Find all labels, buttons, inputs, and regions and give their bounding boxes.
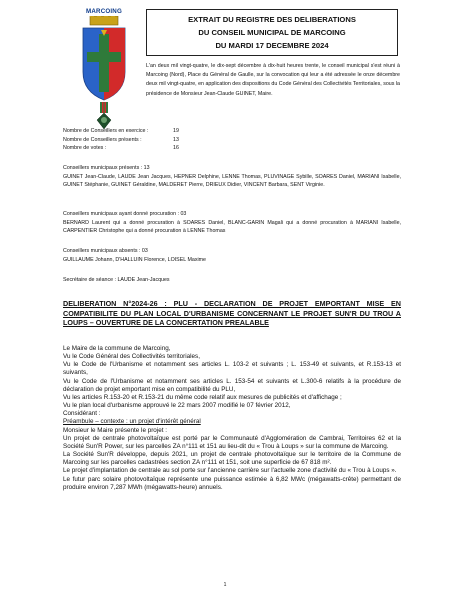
body-paragraph: Vu le Code de l'Urbanisme et notamment ses articles L. 103-2 et suivants ; L. 153-49 et suivants, et R.153-13 et suivants, xyxy=(63,361,401,377)
preamble-heading: Préambule – contexte : un projet d'intérêt général xyxy=(63,418,201,426)
absent-names: GUILLAUME Johann, D'HALLUIN Florence, LOISEL Maxime xyxy=(63,256,207,263)
count-row xyxy=(63,127,401,136)
body-paragraph: Vu le Code de l'Urbanisme et notamment ses articles L. 153-54 et suivants et L.300-6 relatifs à la procédure de déclaration de projet emportant mise en compatibilité du PLU, xyxy=(63,377,401,393)
proxy-names: BERNARD Laurent qui a donné procuration à SOARES Daniel, BLANC-GARIN Magali qui a donné procuration à MARIANI Isabelle, CARPENTIER Christophe qui a donné procuration à LENNE Thomas xyxy=(63,219,401,235)
header-line-2: DU CONSEIL MUNICIPAL DE MARCOING xyxy=(198,28,346,37)
register-header-box xyxy=(146,9,398,56)
present-members xyxy=(63,164,401,190)
crest-title: MARCOING xyxy=(86,8,122,15)
intro-paragraph: L'an deux mil vingt-quatre, le dix-sept décembre à dix-huit heures trente, le conseil municipal s'est réuni à Marcoing (Nord), Place du Général de Gaulle, sur la convocation qui leur a été adressée le onze décembre deux mil vingt-quatre, en application des dispositions du Code Général des Collectivités Territoriales, sous la présidence de Monsieur Jean-Claude GUINET, Maire. xyxy=(146,63,400,97)
count-row xyxy=(63,136,401,145)
body-paragraph: La Société Sun'R développe, depuis 2021, un projet de centrale photovoltaïque sur le territoire de la Commune de Marcoing sur les parcelles cadastrées section ZA n°111 et 151, soit une superficie de 67 818 m². xyxy=(63,451,401,467)
count-value: 19 xyxy=(173,128,179,134)
count-label: Nombre de Conseillers présents : xyxy=(63,136,142,143)
count-label: Nombre de Conseillers en exercice : xyxy=(63,128,149,134)
body-paragraph: Considérant : xyxy=(63,410,101,418)
proxy-members xyxy=(63,210,401,236)
town-crest xyxy=(79,8,129,132)
count-row xyxy=(63,144,401,153)
count-value: 13 xyxy=(173,136,179,143)
body-paragraph: Un projet de centrale photovoltaïque est porté par le Communauté d'Agglomération de Cambrai, Territoires 62 et la Société Sun'R Power, sur les parcelles ZA n°111 et 151 au lieu-dit du « Trou à Loups » sur la commune de Marcoing. xyxy=(63,434,401,450)
body-paragraph: Le Maire de la commune de Marcoing, xyxy=(63,345,171,352)
body-paragraph: Monsieur le Maire présente le projet : xyxy=(63,426,167,434)
present-title: Conseillers municipaux présents : 13 xyxy=(63,165,150,171)
coat-of-arms-icon xyxy=(79,16,129,132)
absent-members xyxy=(63,247,401,264)
body-paragraph: Vu le Code Général des Collectivités territoriales, xyxy=(63,353,200,361)
present-names: GUINET Jean-Claude, LAUDE Jean Jacques, HEPNER Delphine, LENNE Thomas, PLUVINAGE Sybille, SOARES Daniel, MARIANI Isabelle, GUINET Stéphanie, GUINET Géraldine, MALDERET Pierre, DRIEUX Didier, VINCENT Barbara, SENT Virginie. xyxy=(63,173,401,189)
body-paragraph: Vu les articles R.153-20 et R.153-21 du même code relatif aux mesures de publicités et d'affichage ; xyxy=(63,393,342,401)
count-value: 16 xyxy=(173,145,179,152)
proxy-title: Conseillers municipaux ayant donné procuration : 03 xyxy=(63,211,187,217)
deliberation-body xyxy=(63,345,401,492)
body-paragraph: Vu le plan local d'urbanisme approuvé le 22 mars 2007 modifié le 07 février 2012, xyxy=(63,402,291,410)
count-label: Nombre de votes : xyxy=(63,145,107,152)
header-line-1: EXTRAIT DU REGISTRE DES DELIBERATIONS xyxy=(188,15,356,24)
session-secretary: Secrétaire de séance : LAUDE Jean-Jacques xyxy=(63,277,170,283)
body-paragraph: Le futur parc solaire photovoltaïque représente une puissance estimée à 6,82 MWc (mégawatts-crête) permettant de produire environ 7,287 MWh (mégawatts-heure) annuels. xyxy=(63,475,401,491)
page-number: 1 xyxy=(223,582,227,588)
council-counts xyxy=(63,127,401,153)
body-paragraph: Le projet d'implantation de centrale au sol porte sur l'ancienne carrière sur l'actuelle zone d'activité du « Trou à Loups ». xyxy=(63,467,397,475)
absent-title: Conseillers municipaux absents : 03 xyxy=(63,248,148,254)
header-line-3: DU MARDI 17 DECEMBRE 2024 xyxy=(215,41,329,50)
deliberation-title: DELIBERATION N°2024-26 : PLU - DECLARATION DE PROJET EMPORTANT MISE EN COMPATIBILITE DU PLAN LOCAL D'URBANISME CONCERNANT LE PROJET SUN'R DU TROU A LOUPS – OUVERTURE DE LA CONCERTATION PREALABLE xyxy=(63,299,401,328)
